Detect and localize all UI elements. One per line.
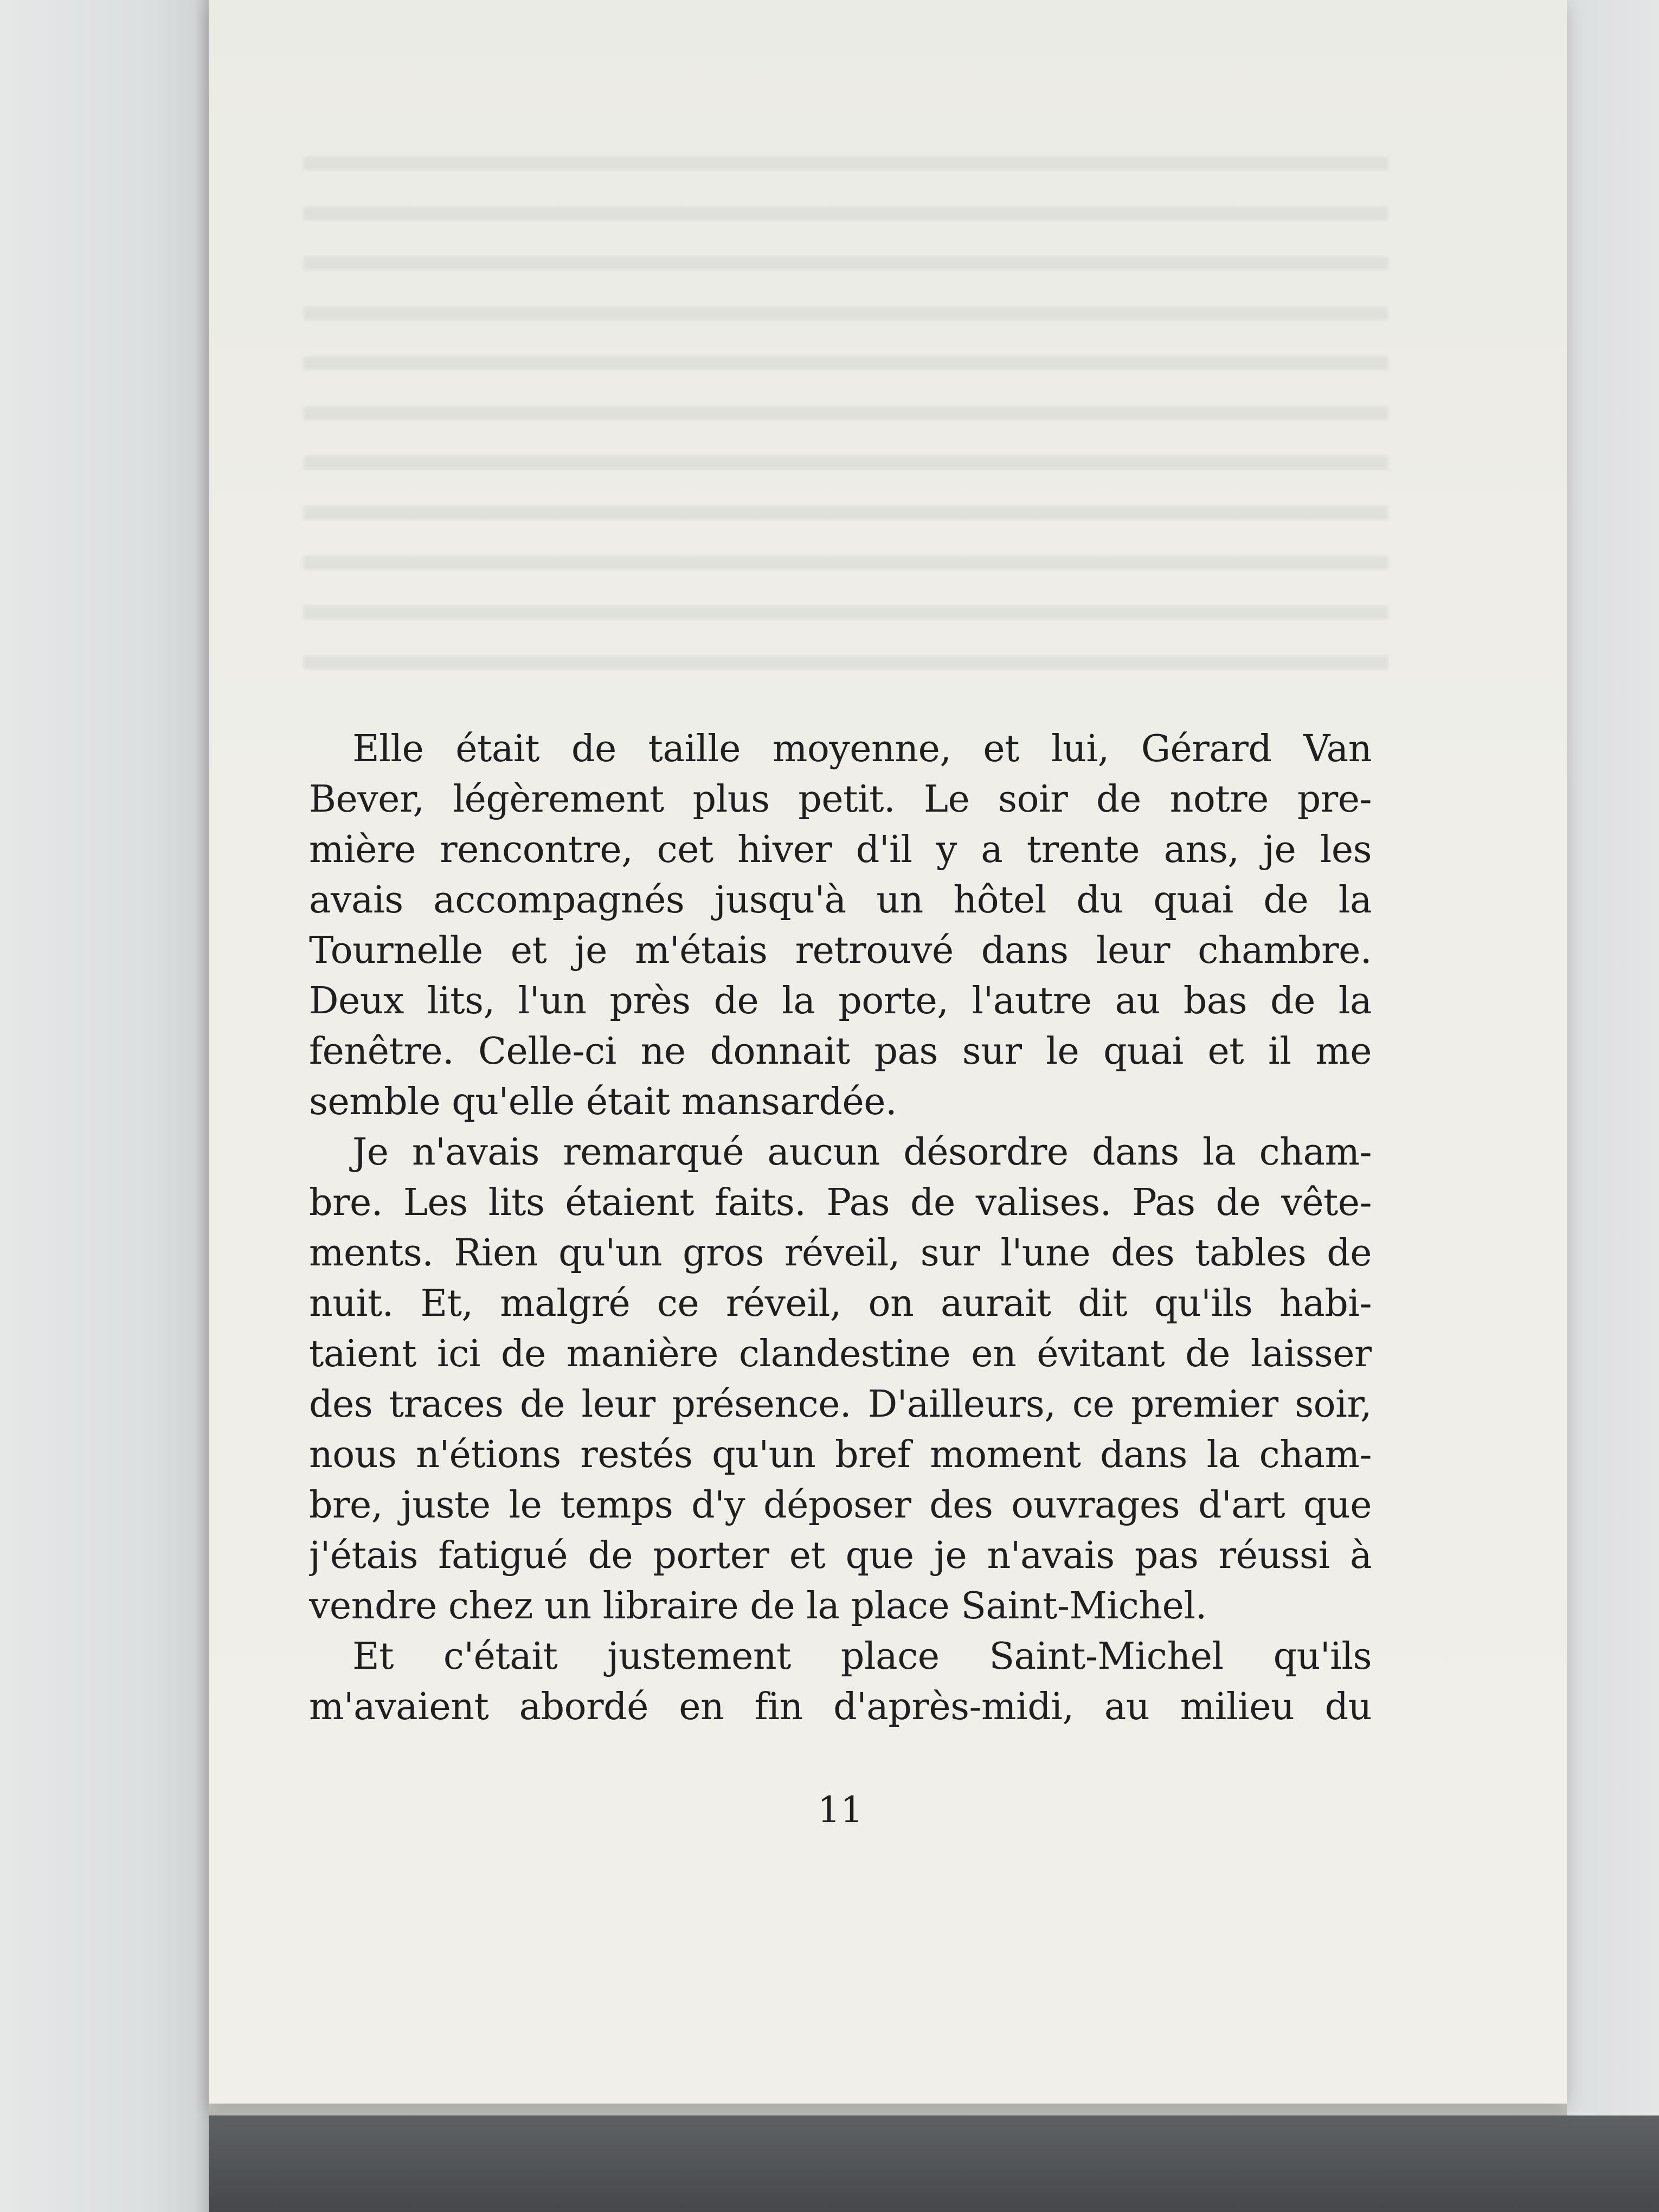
page-margin-right bbox=[1567, 0, 1659, 2115]
text-line: m'avaient abordé en fin d'après-midi, au milieu du bbox=[309, 1686, 1372, 1728]
text-line: Bever, légèrement plus petit. Le soir de notre pre- bbox=[309, 778, 1372, 821]
table-surface bbox=[209, 2115, 1659, 2212]
text-line: ments. Rien qu'un gros réveil, sur l'une des tables de bbox=[309, 1232, 1372, 1275]
page-number: 11 bbox=[818, 1789, 863, 1831]
text-line: des traces de leur présence. D'ailleurs, ce premier soir, bbox=[309, 1383, 1372, 1426]
text-line: Tournelle et je m'étais retrouvé dans leur chambre. bbox=[309, 929, 1372, 972]
text-line: Deux lits, l'un près de la porte, l'autre au bas de la bbox=[309, 980, 1372, 1023]
text-line: fenêtre. Celle-ci ne donnait pas sur le quai et il me bbox=[309, 1030, 1372, 1073]
text-line: avais accompagnés jusqu'à un hôtel du quai de la bbox=[309, 879, 1372, 922]
text-line: bre. Les lits étaient faits. Pas de valises. Pas de vête- bbox=[309, 1181, 1372, 1224]
show-through-text bbox=[304, 136, 1388, 705]
text-line: mière rencontre, cet hiver d'il y a trente ans, je les bbox=[309, 828, 1372, 871]
text-line: j'étais fatigué de porter et que je n'avais pas réussi à bbox=[309, 1534, 1372, 1577]
text-line: Et c'était justement place Saint-Michel qu'ils bbox=[352, 1635, 1372, 1678]
text-line: Elle était de taille moyenne, et lui, Gérard Van bbox=[352, 728, 1372, 770]
text-line: vendre chez un libraire de la place Saint-Michel. bbox=[309, 1585, 1207, 1628]
facing-page bbox=[0, 0, 211, 2212]
body-text bbox=[309, 724, 1372, 1732]
text-line: nuit. Et, malgré ce réveil, on aurait dit qu'ils habi- bbox=[309, 1282, 1372, 1325]
text-line: bre, juste le temps d'y déposer des ouvrages d'art que bbox=[309, 1484, 1372, 1527]
text-line: taient ici de manière clandestine en évitant de laisser bbox=[309, 1333, 1372, 1375]
page-edge bbox=[209, 2104, 1567, 2115]
text-line: Je n'avais remarqué aucun désordre dans la cham- bbox=[352, 1131, 1372, 1174]
text-line: nous n'étions restés qu'un bref moment dans la cham- bbox=[309, 1433, 1372, 1476]
text-line: semble qu'elle était mansardée. bbox=[309, 1081, 897, 1123]
